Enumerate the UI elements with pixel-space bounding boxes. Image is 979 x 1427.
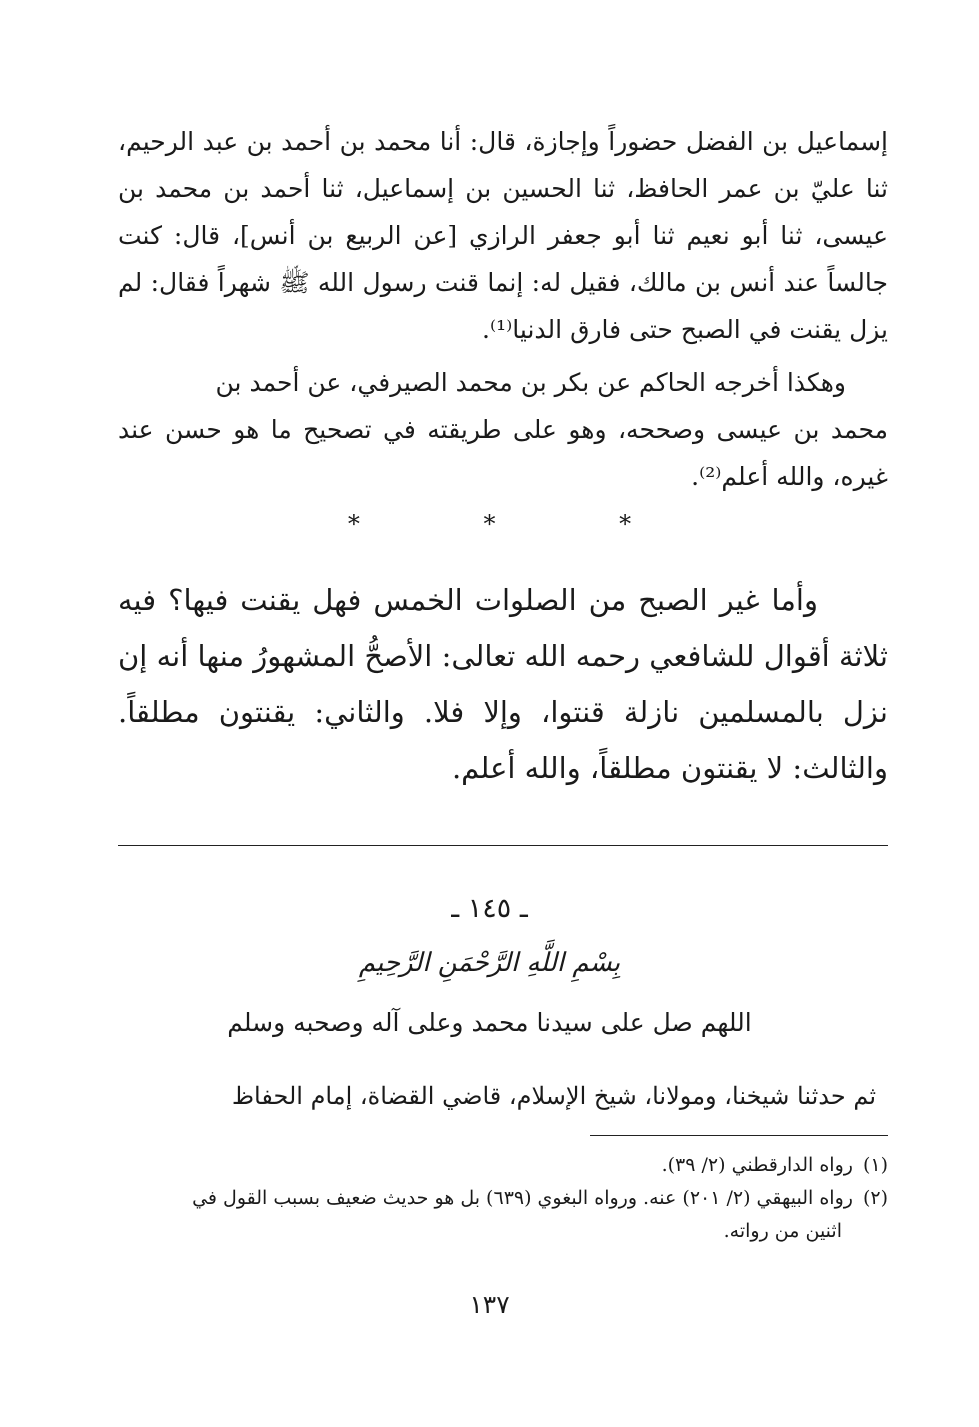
footnote-2 (108, 1182, 888, 1248)
footnote-divider (590, 1135, 888, 1136)
paragraph-hakim-first-line: وهكذا أخرجه الحاكم عن بكر بن محمد الصيرفي، عن أحمد بن (215, 368, 846, 397)
basmala: بِسْمِ اللَّهِ الرَّحْمَنِ الرَّحِيمِ (358, 948, 621, 978)
footnote-2-text: رواه البيهقي (٢/ ٢٠١) عنه. ورواه البغوي (٦٣٩) بل هو حديث ضعيف بسبب القول في (192, 1187, 853, 1209)
footnote-1-number: (١) (862, 1154, 888, 1176)
separator-stars: * * * (347, 510, 690, 538)
footnote-1 (108, 1149, 888, 1182)
salawat-line: اللهم صل على سيدنا محمد وعلى آله وصحبه وسلم (227, 1008, 752, 1037)
footnote-1-text: رواه الدارقطني (٢/ ٣٩). (661, 1154, 853, 1176)
paragraph-hakim-rest: محمد بن عيسى وصححه، وهو على طريقته في تصحيح ما هو حسن عند غيره، والله أعلم⁽²⁾. (118, 415, 888, 491)
paragraph-isnad: إسماعيل بن الفضل حضوراً وإجازة، قال: أنا محمد بن أحمد بن عبد الرحيم، ثنا عليّ بن عمر الحافظ، ثنا الحسين بن إسماعيل، ثنا أحمد بن محمد بن عيسى، ثنا أبو نعيم ثنا أبو جعفر الرازي [عن الربيع بن أنس]، قال: كنت جالساً عند أنس بن مالك، فقيل له: إنما قنت رسول الله ﷺ شهراً فقال: لم يزل يقنت في الصبح حتى فارق الدنيا⁽¹⁾. (118, 127, 888, 344)
footnotes (108, 1149, 888, 1248)
section-number: ـ ١٤٥ ـ (451, 893, 528, 924)
page-number: ١٣٧ (469, 1290, 510, 1319)
paragraph-new-hadith: ثم حدثنا شيخنا، ومولانا، شيخ الإسلام، قاضي القضاة، إمام الحفاظ (231, 1082, 876, 1110)
footnote-2-number: (٢) (862, 1187, 888, 1209)
footnote-2-continuation: اثنين من رواته. (723, 1220, 842, 1242)
section-divider (118, 845, 888, 846)
paragraph-qunut-other-prayers: وأما غير الصبح من الصلوات الخمس فهل يقنت فيها؟ فيه ثلاثة أقوال للشافعي رحمه الله تعالى: الأصحُّ المشهورُ منها أنه إن نزل بالمسلمين نازلة قنتوا، وإلا فلا. والثاني: يقنتون مطلقاً. والثالث: لا يقنتون مطلقاً، والله أعلم. (118, 583, 888, 785)
paragraph-hakim (118, 359, 888, 500)
